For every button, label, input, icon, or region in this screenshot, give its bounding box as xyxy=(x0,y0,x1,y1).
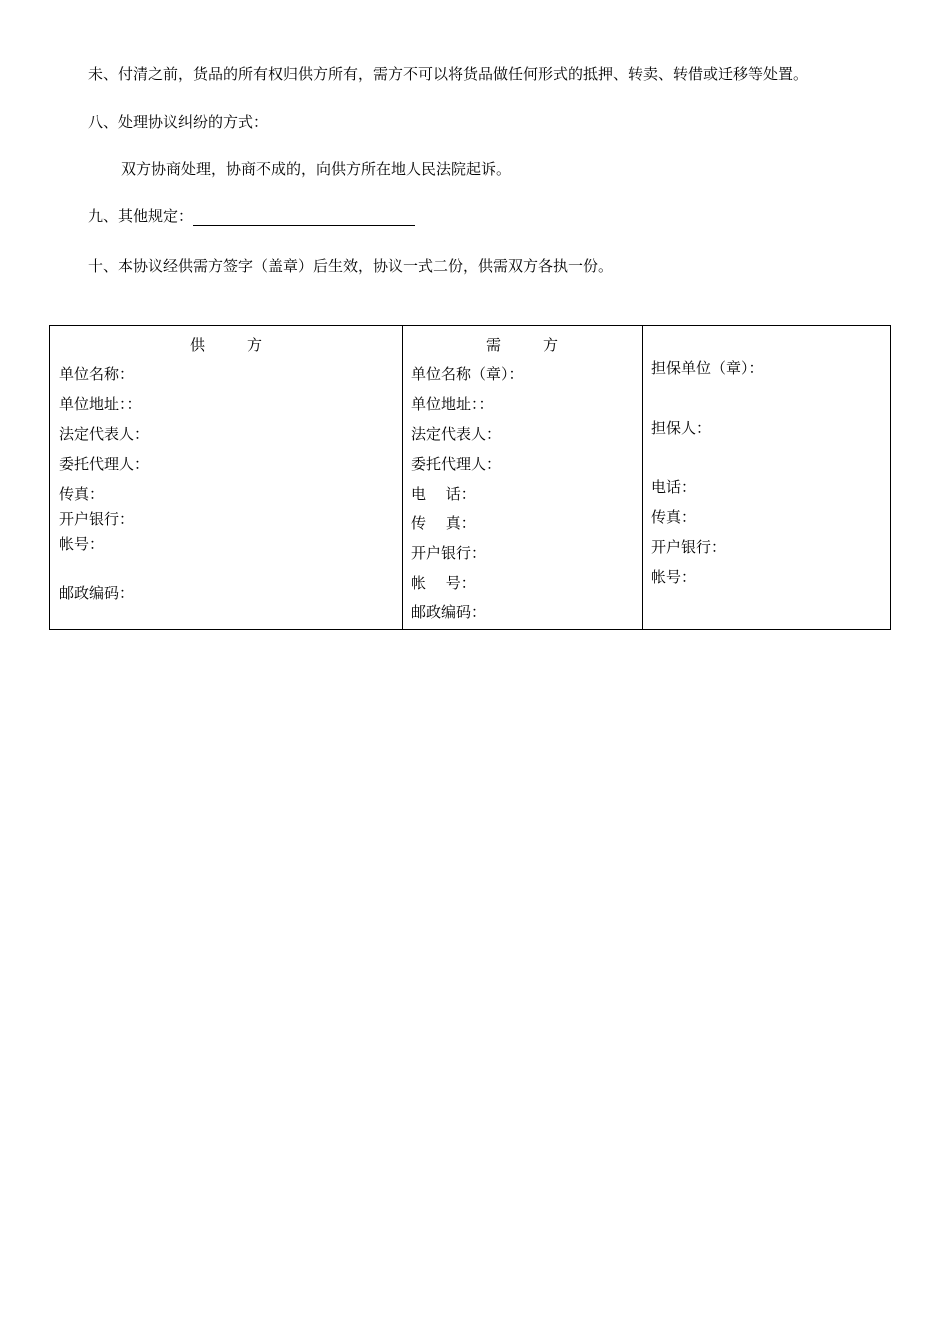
guarantor-account: 帐号： xyxy=(651,568,697,586)
buyer-fax: 传 真： xyxy=(411,514,476,532)
buyer-unit-address: 单位地址：： xyxy=(411,395,494,413)
guarantor-bank: 开户银行： xyxy=(651,538,727,556)
guarantor-fax: 传真： xyxy=(651,508,697,526)
buyer-unit-name: 单位名称（章）： xyxy=(411,365,524,383)
supplier-bank: 开户银行： xyxy=(59,510,135,528)
supplier-postcode: 邮政编码： xyxy=(59,584,135,602)
supplier-agent: 委托代理人： xyxy=(59,455,150,473)
supplier-legal-rep: 法定代表人： xyxy=(59,425,150,443)
other-terms-blank xyxy=(193,209,415,226)
buyer-header: 需 方 xyxy=(485,336,559,354)
guarantor-unit: 担保单位（章）： xyxy=(651,359,764,377)
clause-9-label: 九、其他规定： xyxy=(88,207,194,225)
guarantor-phone: 电话： xyxy=(651,478,697,496)
buyer-agent: 委托代理人： xyxy=(411,455,502,473)
clause-8-title: 八、处理协议纠纷的方式： xyxy=(88,113,269,131)
supplier-unit-name: 单位名称： xyxy=(59,365,135,383)
guarantor-column xyxy=(642,326,891,629)
clause-7: 未、付清之前，货品的所有权归供方所有，需方不可以将货品做任何形式的抵押、转卖、转借或迁移等处置。 xyxy=(88,65,809,83)
clause-10: 十、本协议经供需方签字（盖章）后生效，协议一式二份，供需双方各执一份。 xyxy=(88,257,614,275)
buyer-bank: 开户银行： xyxy=(411,544,487,562)
supplier-unit-address: 单位地址：： xyxy=(59,395,142,413)
buyer-postcode: 邮政编码： xyxy=(411,603,487,621)
supplier-column xyxy=(50,326,403,629)
supplier-header: 供 方 xyxy=(189,336,263,354)
clause-8-body: 双方协商处理，协商不成的，向供方所在地人民法院起诉。 xyxy=(121,160,512,178)
signature-table xyxy=(49,325,891,630)
buyer-phone: 电 话： xyxy=(411,485,476,503)
buyer-column xyxy=(402,326,643,629)
buyer-legal-rep: 法定代表人： xyxy=(411,425,502,443)
buyer-account: 帐 号： xyxy=(411,574,476,592)
supplier-fax: 传真： xyxy=(59,485,105,503)
supplier-account: 帐号： xyxy=(59,535,105,553)
clause-9 xyxy=(88,206,415,226)
guarantor-person: 担保人： xyxy=(651,419,712,437)
